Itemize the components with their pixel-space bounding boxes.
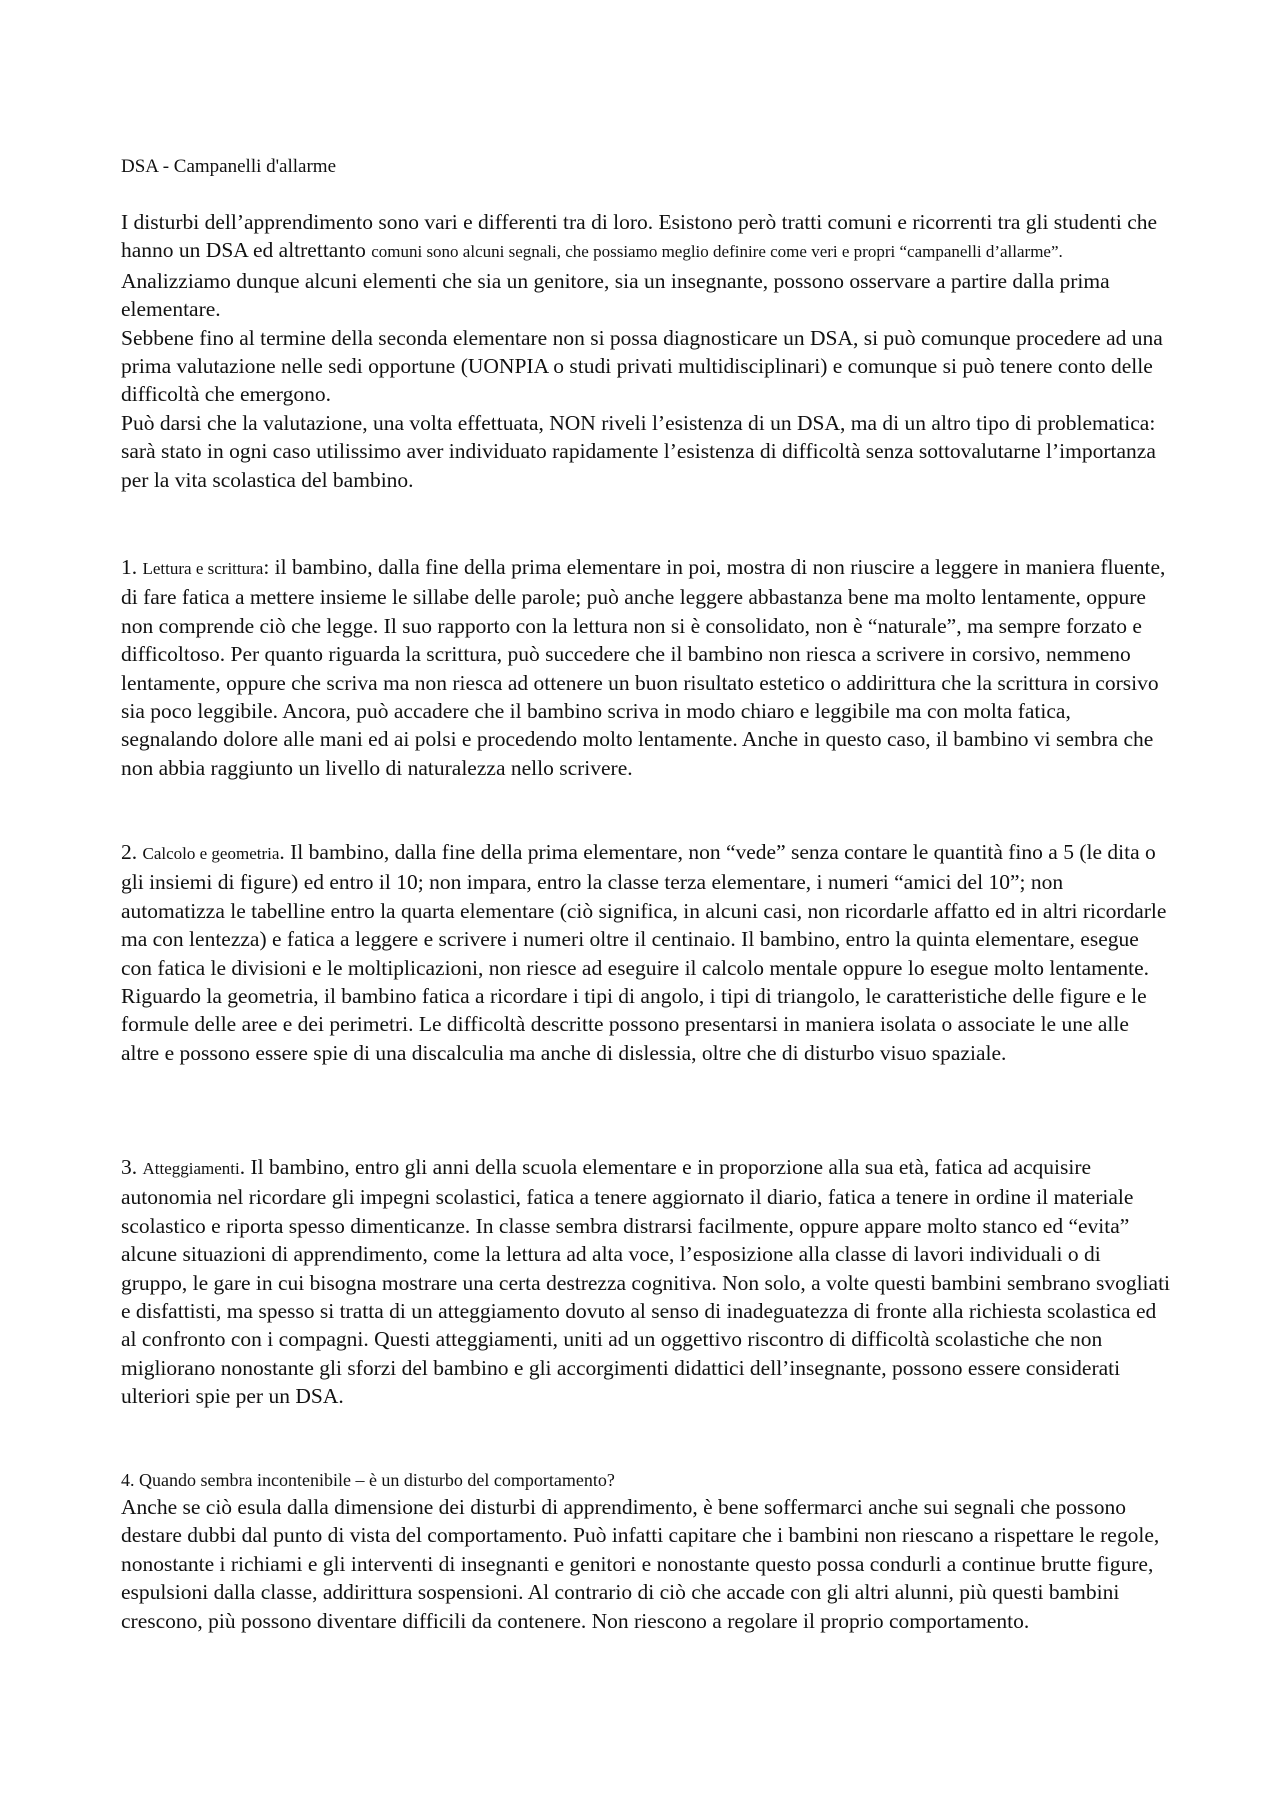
section-heading-line [121, 1467, 1171, 1493]
section-number: 4. [121, 1470, 135, 1490]
intro-sentence-2: comuni sono alcuni segnali, che possiamo meglio definire come veri e propri “campanelli d’allarme”. [371, 242, 1063, 262]
section-heading: Calcolo e geometria [142, 844, 280, 863]
intro-paragraph [121, 208, 1171, 494]
section-heading: Quando sembra incontenibile – è un disturbo del comportamento? [139, 1470, 615, 1490]
intro-sentence-4: Sebbene fino al termine della seconda elementare non si possa diagnosticare un DSA, si può comunque procedere ad una prima valutazione nelle sedi opportune (UONPIA o studi privati multidisciplinari) e comunque si può tenere conto delle difficoltà che emergono. [121, 325, 1163, 407]
section-text: : il bambino, dalla fine della prima elementare in poi, mostra di non riuscire a leggere in maniera fluente, di fare fatica a mettere insieme le sillabe delle parole; può anche leggere abbastanza bene ma molto lentamente, oppure non comprende ciò che legge. Il suo rapporto con la lettura non si è consolidato, non è “naturale”, ma sempre forzato e difficoltoso. Per quanto riguarda la scrittura, può succedere che il bambino non riesca a scrivere in corsivo, nemmeno lentamente, oppure che scriva ma non riesca ad ottenere un buon risultato estetico o addirittura che la scrittura in corsivo sia poco leggibile. Ancora, può accadere che il bambino scriva in modo chiaro e leggibile ma con molta fatica, segnalando dolore alle mani ed ai polsi e procedendo molto lentamente. Anche in questo caso, il bambino vi sembra che non abbia raggiunto un livello di naturalezza nello scrivere. [121, 555, 1166, 780]
section-lettura-scrittura [121, 553, 1171, 782]
intro-sentence-5: Può darsi che la valutazione, una volta effettuata, NON riveli l’esistenza di un DSA, ma di un altro tipo di problematica: sarà stato in ogni caso utilissimo aver individuato rapidamente l’esistenza di difficoltà senza sottovalutarne l’importanza per la vita scolastica del bambino. [121, 410, 1156, 492]
section-comportamento [121, 1467, 1171, 1635]
section-text: . Il bambino, entro gli anni della scuola elementare e in proporzione alla sua età, fatica ad acquisire autonomia nel ricordare gli impegni scolastici, fatica a tenere aggiornato il diario, fatica a tenere in ordine il materiale scolastico e riporta spesso dimenticanze. In classe sembra distrarsi facilmente, oppure appare molto stanco ed “evita” alcune situazioni di apprendimento, come la lettura ad alta voce, l’esposizione alla classe di lavori individuali o di gruppo, le gare in cui bisogna mostrare una certa destrezza cognitiva. Non solo, a volte questi bambini sembrano svogliati e disfattisti, ma spesso si tratta di un atteggiamento dovuto al senso di inadeguatezza di fronte alla richiesta scolastica ed al confronto con i compagni. Questi atteggiamenti, uniti ad un oggettivo riscontro di difficoltà scolastiche che non migliorano nonostante gli sforzi del bambino e gli accorgimenti didattici dell’insegnante, possono essere considerati ulteriori spie per un DSA. [121, 1155, 1171, 1409]
section-number: 3. [121, 1155, 138, 1179]
intro-sentence-3: Analizziamo dunque alcuni elementi che sia un genitore, sia un insegnante, possono osservare a partire dalla prima elementare. [121, 268, 1110, 322]
section-text: Anche se ciò esula dalla dimensione dei disturbi di apprendimento, è bene soffermarci anche sui segnali che possono destare dubbi dal punto di vista del comportamento. Può infatti capitare che i bambini non riescano a rispettare le regole, nonostante i richiami e gli interventi di insegnanti e genitori e nonostante questo possa condurli a continue brutte figure, espulsioni dalla classe, addirittura sospensioni. Al contrario di ciò che accade con gli altri alunni, più questi bambini crescono, più possono diventare difficili da contenere. Non riescono a regolare il proprio comportamento. [121, 1495, 1160, 1633]
section-calcolo-geometria [121, 838, 1171, 1067]
section-number: 1. [121, 555, 138, 579]
section-heading: Lettura e scrittura [142, 559, 264, 578]
section-atteggiamenti [121, 1153, 1171, 1411]
document-title: DSA - Campanelli d'allarme [121, 156, 337, 177]
section-number: 2. [121, 840, 138, 864]
section-heading: Atteggiamenti [142, 1159, 240, 1178]
section-text: . Il bambino, dalla fine della prima elementare, non “vede” senza contare le quantità fino a 5 (le dita o gli insiemi di figure) ed entro il 10; non impara, entro la classe terza elementare, i numeri “amici del 10”; non automatizza le tabelline entro la quarta elementare (ciò significa, in alcuni casi, non ricordarle affatto ed in altri ricordarle ma con lentezza) e fatica a leggere e scrivere i numeri oltre il centinaio. Il bambino, entro la quinta elementare, esegue con fatica le divisioni e le moltiplicazioni, non riesce ad eseguire il calcolo mentale oppure lo esegue molto lentamente. Riguardo la geometria, il bambino fatica a ricordare i tipi di angolo, i tipi di triangolo, le caratteristiche delle figure e le formule delle aree e dei perimetri. Le difficoltà descritte possono presentarsi in maniera isolata o associate le une alle altre e possono essere spie di una discalculia ma anche di dislessia, oltre che di disturbo visuo spaziale. [121, 840, 1167, 1065]
intro-sentence-1: I disturbi dell’apprendimento sono vari e differenti tra di loro. Esistono però tratti comuni e ricorrenti tra gli studenti che hanno un DSA ed altrettanto [121, 210, 1158, 263]
